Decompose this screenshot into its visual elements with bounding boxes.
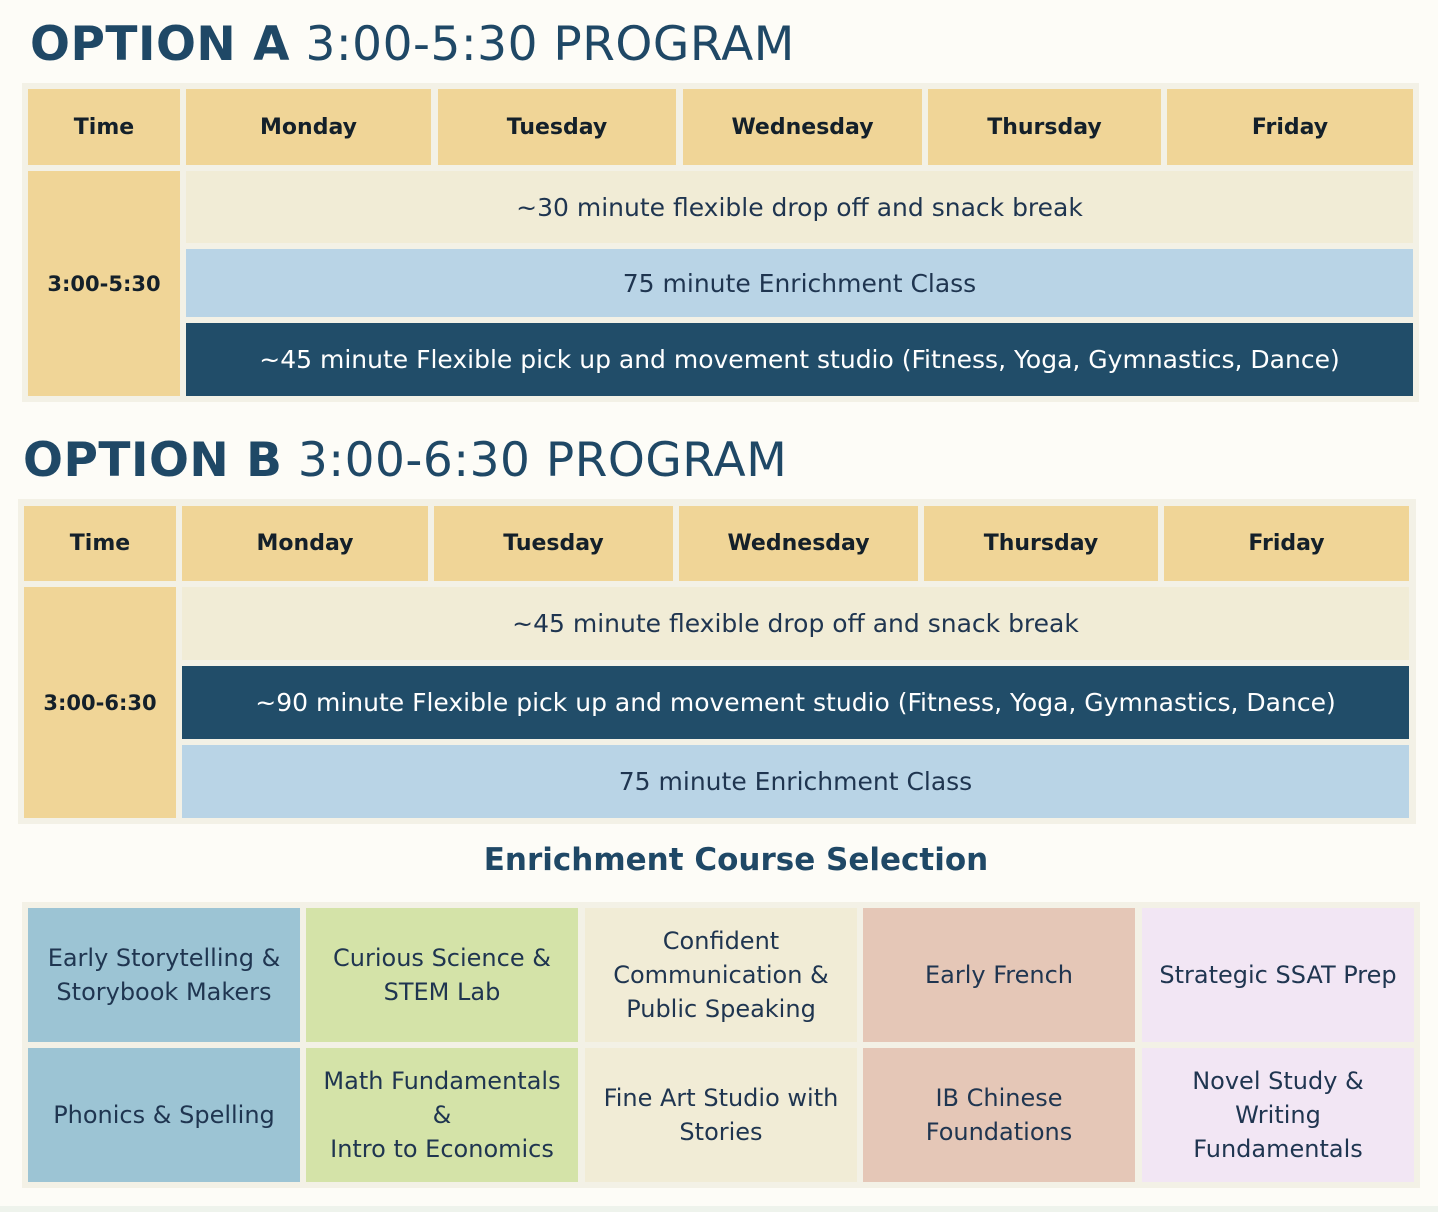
option-a-header-thursday: Thursday bbox=[928, 89, 1161, 165]
course-label: Novel Study & Writing Fundamentals bbox=[1192, 1067, 1364, 1163]
option-b-schedule bbox=[18, 499, 1416, 824]
option-a-title bbox=[30, 19, 795, 71]
bottom-divider bbox=[0, 1206, 1438, 1212]
option-b-header-thursday: Thursday bbox=[924, 506, 1158, 581]
course-novel-study bbox=[1142, 1048, 1414, 1182]
course-math-fundamentals bbox=[306, 1048, 578, 1182]
option-a-band-pickup: ~45 minute Flexible pick up and movement studio (Fitness, Yoga, Gymnastics, Dance) bbox=[186, 323, 1413, 396]
option-b-header-friday: Friday bbox=[1164, 506, 1409, 581]
option-b-band-enrichment: 75 minute Enrichment Class bbox=[182, 745, 1409, 818]
course-fine-art-studio bbox=[585, 1048, 857, 1182]
option-b-header-tuesday: Tuesday bbox=[434, 506, 673, 581]
course-ib-chinese bbox=[863, 1048, 1135, 1182]
course-label: Early French bbox=[924, 961, 1074, 989]
option-b-header-monday: Monday bbox=[182, 506, 428, 581]
course-early-french bbox=[863, 908, 1135, 1042]
option-b-title-bold: OPTION B bbox=[23, 433, 283, 488]
course-label: Phonics & Spelling bbox=[53, 1101, 275, 1129]
option-a-header-tuesday: Tuesday bbox=[438, 89, 676, 165]
option-b-band-dropoff: ~45 minute flexible drop off and snack break bbox=[182, 587, 1409, 660]
course-strategic-ssat bbox=[1142, 908, 1414, 1042]
option-a-band-enrichment: 75 minute Enrichment Class bbox=[186, 249, 1413, 317]
option-b-title-rest: 3:00-6:30 PROGRAM bbox=[297, 433, 788, 488]
course-phonics-spelling bbox=[28, 1048, 300, 1182]
course-early-storytelling bbox=[28, 908, 300, 1042]
course-label: Early Storytelling & Storybook Makers bbox=[47, 944, 281, 1006]
course-label: Fine Art Studio with Stories bbox=[603, 1084, 839, 1146]
option-b-band-pickup: ~90 minute Flexible pick up and movement studio (Fitness, Yoga, Gymnastics, Dance) bbox=[182, 666, 1409, 739]
enrichment-course-grid bbox=[22, 902, 1420, 1188]
option-a-time-cell: 3:00-5:30 bbox=[28, 171, 180, 396]
course-curious-science bbox=[306, 908, 578, 1042]
option-a-schedule bbox=[22, 83, 1419, 402]
option-a-title-rest: 3:00-5:30 PROGRAM bbox=[305, 17, 795, 72]
option-b-title bbox=[23, 435, 787, 487]
course-label: Strategic SSAT Prep bbox=[1159, 961, 1397, 989]
option-a-title-bold: OPTION A bbox=[30, 17, 290, 72]
option-a-header-wednesday: Wednesday bbox=[683, 89, 922, 165]
enrichment-title: Enrichment Course Selection bbox=[483, 842, 989, 878]
option-b-header-time: Time bbox=[24, 506, 176, 581]
option-a-header-friday: Friday bbox=[1167, 89, 1413, 165]
option-a-band-dropoff: ~30 minute flexible drop off and snack break bbox=[186, 171, 1413, 243]
option-b-time-cell: 3:00-6:30 bbox=[24, 587, 176, 818]
course-confident-communication bbox=[585, 908, 857, 1042]
course-label: IB Chinese Foundations bbox=[925, 1084, 1073, 1146]
option-a-header-time: Time bbox=[28, 89, 180, 165]
course-label: Curious Science & STEM Lab bbox=[333, 944, 551, 1006]
course-label: Confident Communication & Public Speaking bbox=[613, 927, 829, 1023]
option-a-header-monday: Monday bbox=[186, 89, 431, 165]
option-b-header-wednesday: Wednesday bbox=[679, 506, 918, 581]
course-label: Math Fundamentals & Intro to Economics bbox=[323, 1067, 561, 1163]
